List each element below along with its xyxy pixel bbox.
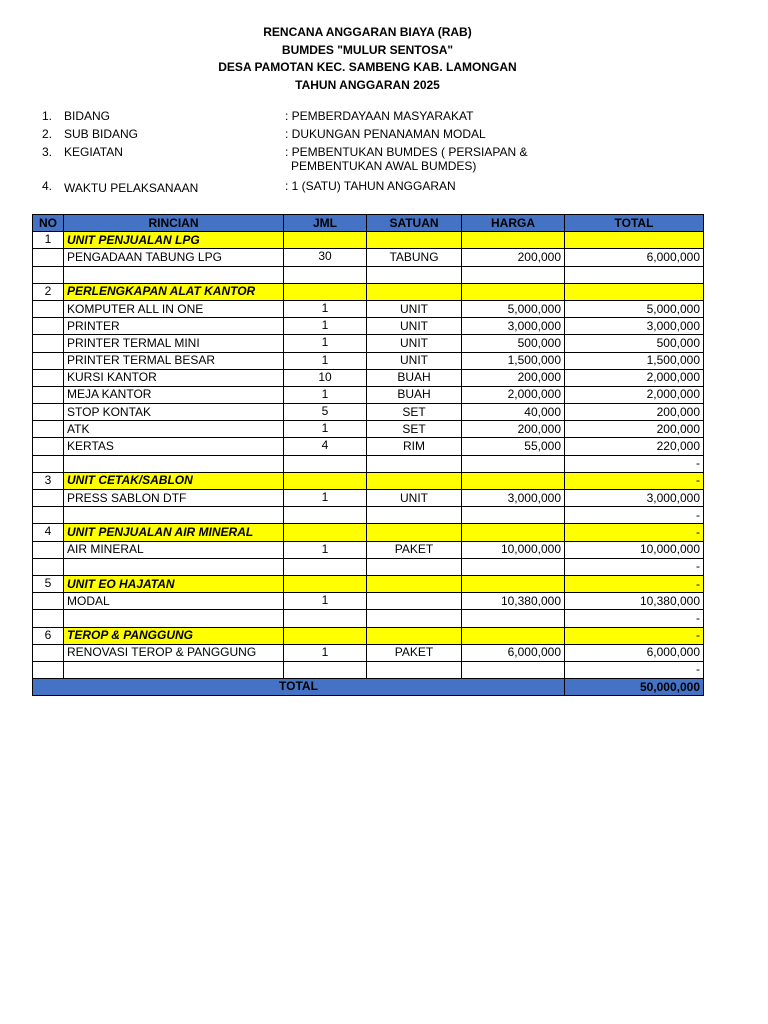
row-price [462,524,565,541]
row-price: 10,000,000 [462,541,565,558]
section-row [33,627,704,644]
row-total: - [565,524,704,541]
row-description [64,610,284,627]
row-price: 3,000,000 [462,318,565,335]
row-price: 3,000,000 [462,490,565,507]
row-price [462,575,565,592]
document-title [0,24,735,94]
section-row [33,524,704,541]
row-total: 2,000,000 [565,386,704,403]
row-price: 500,000 [462,335,565,352]
row-price [462,266,565,283]
table-row [33,644,704,661]
row-price: 200,000 [462,249,565,266]
row-price [462,472,565,489]
row-quantity [284,266,367,283]
row-quantity: 1 [284,300,367,317]
row-description [64,661,284,678]
row-total: 10,000,000 [565,541,704,558]
row-quantity: 1 [284,541,367,558]
grand-total: 50,000,000 [565,679,704,696]
row-quantity: 30 [284,249,367,266]
row-number [33,438,64,455]
row-quantity [284,507,367,524]
row-total: 3,000,000 [565,490,704,507]
row-unit: PAKET [367,541,462,558]
row-quantity: 1 [284,352,367,369]
row-number [33,507,64,524]
row-quantity [284,627,367,644]
row-description: MEJA KANTOR [64,386,284,403]
header-jml: JML [284,215,367,232]
row-number: 1 [33,232,64,249]
info-number: 4. [42,179,53,193]
total-label: TOTAL [33,679,565,696]
row-quantity: 1 [284,421,367,438]
row-quantity: 4 [284,438,367,455]
row-unit [367,610,462,627]
table-row [33,558,704,575]
row-unit [367,558,462,575]
row-total: 1,500,000 [565,352,704,369]
row-total: - [565,455,704,472]
row-unit: RIM [367,438,462,455]
row-total: 2,000,000 [565,369,704,386]
row-number [33,335,64,352]
info-number: 2. [42,127,53,141]
row-unit: SET [367,421,462,438]
table-row [33,318,704,335]
row-quantity: 5 [284,404,367,421]
row-number [33,266,64,283]
row-total: 6,000,000 [565,644,704,661]
row-quantity: 1 [284,318,367,335]
row-unit: UNIT [367,490,462,507]
row-number: 4 [33,524,64,541]
row-price [462,558,565,575]
table-row [33,300,704,317]
row-description [64,558,284,575]
info-number: 1. [42,109,53,123]
row-quantity: 10 [284,369,367,386]
row-price: 6,000,000 [462,644,565,661]
row-description: PRINTER TERMAL MINI [64,335,284,352]
row-description: PRESS SABLON DTF [64,490,284,507]
info-value-line-1: : PEMBENTUKAN BUMDES ( PERSIAPAN & [285,145,528,159]
header-harga: HARGA [462,215,565,232]
row-description: UNIT PENJUALAN LPG [64,232,284,249]
row-price: 200,000 [462,421,565,438]
title-line-4: TAHUN ANGGARAN 2025 [295,77,440,92]
row-unit [367,283,462,300]
row-number [33,593,64,610]
row-number [33,610,64,627]
row-quantity [284,455,367,472]
row-total: 6,000,000 [565,249,704,266]
row-price: 1,500,000 [462,352,565,369]
row-price: 5,000,000 [462,300,565,317]
table-row [33,507,704,524]
info-value-line-2: PEMBENTUKAN AWAL BUMDES) [291,159,477,173]
row-quantity: 1 [284,335,367,352]
row-price [462,661,565,678]
table-row [33,593,704,610]
row-price [462,232,565,249]
row-price: 40,000 [462,404,565,421]
row-unit: UNIT [367,335,462,352]
row-total: 220,000 [565,438,704,455]
row-number: 5 [33,575,64,592]
row-total: - [565,627,704,644]
row-total [565,232,704,249]
row-description: STOP KONTAK [64,404,284,421]
row-price [462,455,565,472]
info-label: BIDANG [64,109,111,123]
row-number [33,300,64,317]
title-line-1: RENCANA ANGGARAN BIAYA (RAB) [263,25,472,39]
row-unit [367,472,462,489]
row-unit: UNIT [367,300,462,317]
row-total [565,283,704,300]
title-line-2: BUMDES "MULUR SENTOSA" [281,42,454,57]
row-description: RENOVASI TEROP & PANGGUNG [64,644,284,661]
row-description [64,266,284,283]
row-price: 10,380,000 [462,593,565,610]
row-quantity [284,524,367,541]
row-description: MODAL [64,593,284,610]
row-price: 55,000 [462,438,565,455]
row-number [33,386,64,403]
row-total: - [565,575,704,592]
table-row [33,352,704,369]
section-row [33,472,704,489]
table-row [33,335,704,352]
info-value: : DUKUNGAN PENANAMAN MODAL [285,127,486,141]
table-header-row [33,215,704,232]
row-description: KERTAS [64,438,284,455]
table-row [33,386,704,403]
row-unit [367,661,462,678]
table-row [33,249,704,266]
row-description: UNIT PENJUALAN AIR MINERAL [64,524,284,541]
row-quantity: 1 [284,593,367,610]
row-total: 10,380,000 [565,593,704,610]
row-description: TEROP & PANGGUNG [64,627,284,644]
row-quantity [284,610,367,627]
row-total: - [565,472,704,489]
row-unit [367,507,462,524]
row-description: KOMPUTER ALL IN ONE [64,300,284,317]
info-label: KEGIATAN [64,145,123,159]
row-quantity [284,558,367,575]
row-description: UNIT EO HAJATAN [64,575,284,592]
row-unit [367,266,462,283]
row-quantity [284,661,367,678]
row-number: 3 [33,472,64,489]
row-total: - [565,507,704,524]
row-total: 200,000 [565,404,704,421]
row-description: PERLENGKAPAN ALAT KANTOR [64,283,284,300]
row-total [565,266,704,283]
row-quantity [284,575,367,592]
row-unit: SET [367,404,462,421]
table-row [33,369,704,386]
table-row [33,490,704,507]
row-number [33,249,64,266]
row-number [33,318,64,335]
row-number [33,369,64,386]
table-row [33,438,704,455]
row-unit [367,232,462,249]
row-price [462,283,565,300]
title-line-3: DESA PAMOTAN KEC. SAMBENG KAB. LAMONGAN [218,60,517,74]
table-row [33,455,704,472]
row-unit [367,455,462,472]
row-unit: BUAH [367,386,462,403]
header-satuan: SATUAN [367,215,462,232]
row-unit [367,575,462,592]
header-total: TOTAL [565,215,704,232]
row-number [33,404,64,421]
row-description [64,455,284,472]
row-unit: BUAH [367,369,462,386]
info-value [285,145,528,173]
table-row [33,541,704,558]
header-no: NO [33,215,64,232]
row-quantity: 1 [284,490,367,507]
row-price [462,507,565,524]
row-number [33,661,64,678]
info-value: : 1 (SATU) TAHUN ANGGARAN [285,179,456,193]
total-row [33,679,704,696]
row-description: PRINTER TERMAL BESAR [64,352,284,369]
row-number [33,352,64,369]
row-unit [367,593,462,610]
row-quantity: 1 [284,644,367,661]
row-total: 500,000 [565,335,704,352]
row-unit [367,524,462,541]
row-description: PRINTER [64,318,284,335]
row-quantity [284,472,367,489]
row-description [64,507,284,524]
row-price: 200,000 [462,369,565,386]
table-body [33,232,704,679]
row-number: 6 [33,627,64,644]
row-description: PENGADAAN TABUNG LPG [64,249,284,266]
row-unit: TABUNG [367,249,462,266]
row-number [33,541,64,558]
info-label: WAKTU PELAKSANAAN [64,181,199,195]
row-total: 200,000 [565,421,704,438]
info-value: : PEMBERDAYAAN MASYARAKAT [285,109,474,123]
section-row [33,232,704,249]
row-quantity: 1 [284,386,367,403]
row-number [33,421,64,438]
row-price [462,610,565,627]
row-total: 5,000,000 [565,300,704,317]
budget-table [32,214,704,696]
section-row [33,575,704,592]
row-unit: UNIT [367,352,462,369]
row-unit: PAKET [367,644,462,661]
table-row [33,421,704,438]
row-description: UNIT CETAK/SABLON [64,472,284,489]
row-description: KURSI KANTOR [64,369,284,386]
row-number [33,455,64,472]
row-price: 2,000,000 [462,386,565,403]
row-quantity [284,232,367,249]
table-row [33,661,704,678]
section-row [33,283,704,300]
row-total: - [565,558,704,575]
table-row [33,404,704,421]
info-number: 3. [42,145,53,159]
row-total: - [565,610,704,627]
row-unit [367,627,462,644]
table-row [33,610,704,627]
row-number [33,490,64,507]
table-row [33,266,704,283]
row-total: 3,000,000 [565,318,704,335]
row-number: 2 [33,283,64,300]
row-price [462,627,565,644]
row-quantity [284,283,367,300]
row-unit: UNIT [367,318,462,335]
row-description: AIR MINERAL [64,541,284,558]
row-total: - [565,661,704,678]
row-number [33,558,64,575]
header-rincian: RINCIAN [64,215,284,232]
info-label: SUB BIDANG [64,127,139,141]
row-description: ATK [64,421,284,438]
row-number [33,644,64,661]
